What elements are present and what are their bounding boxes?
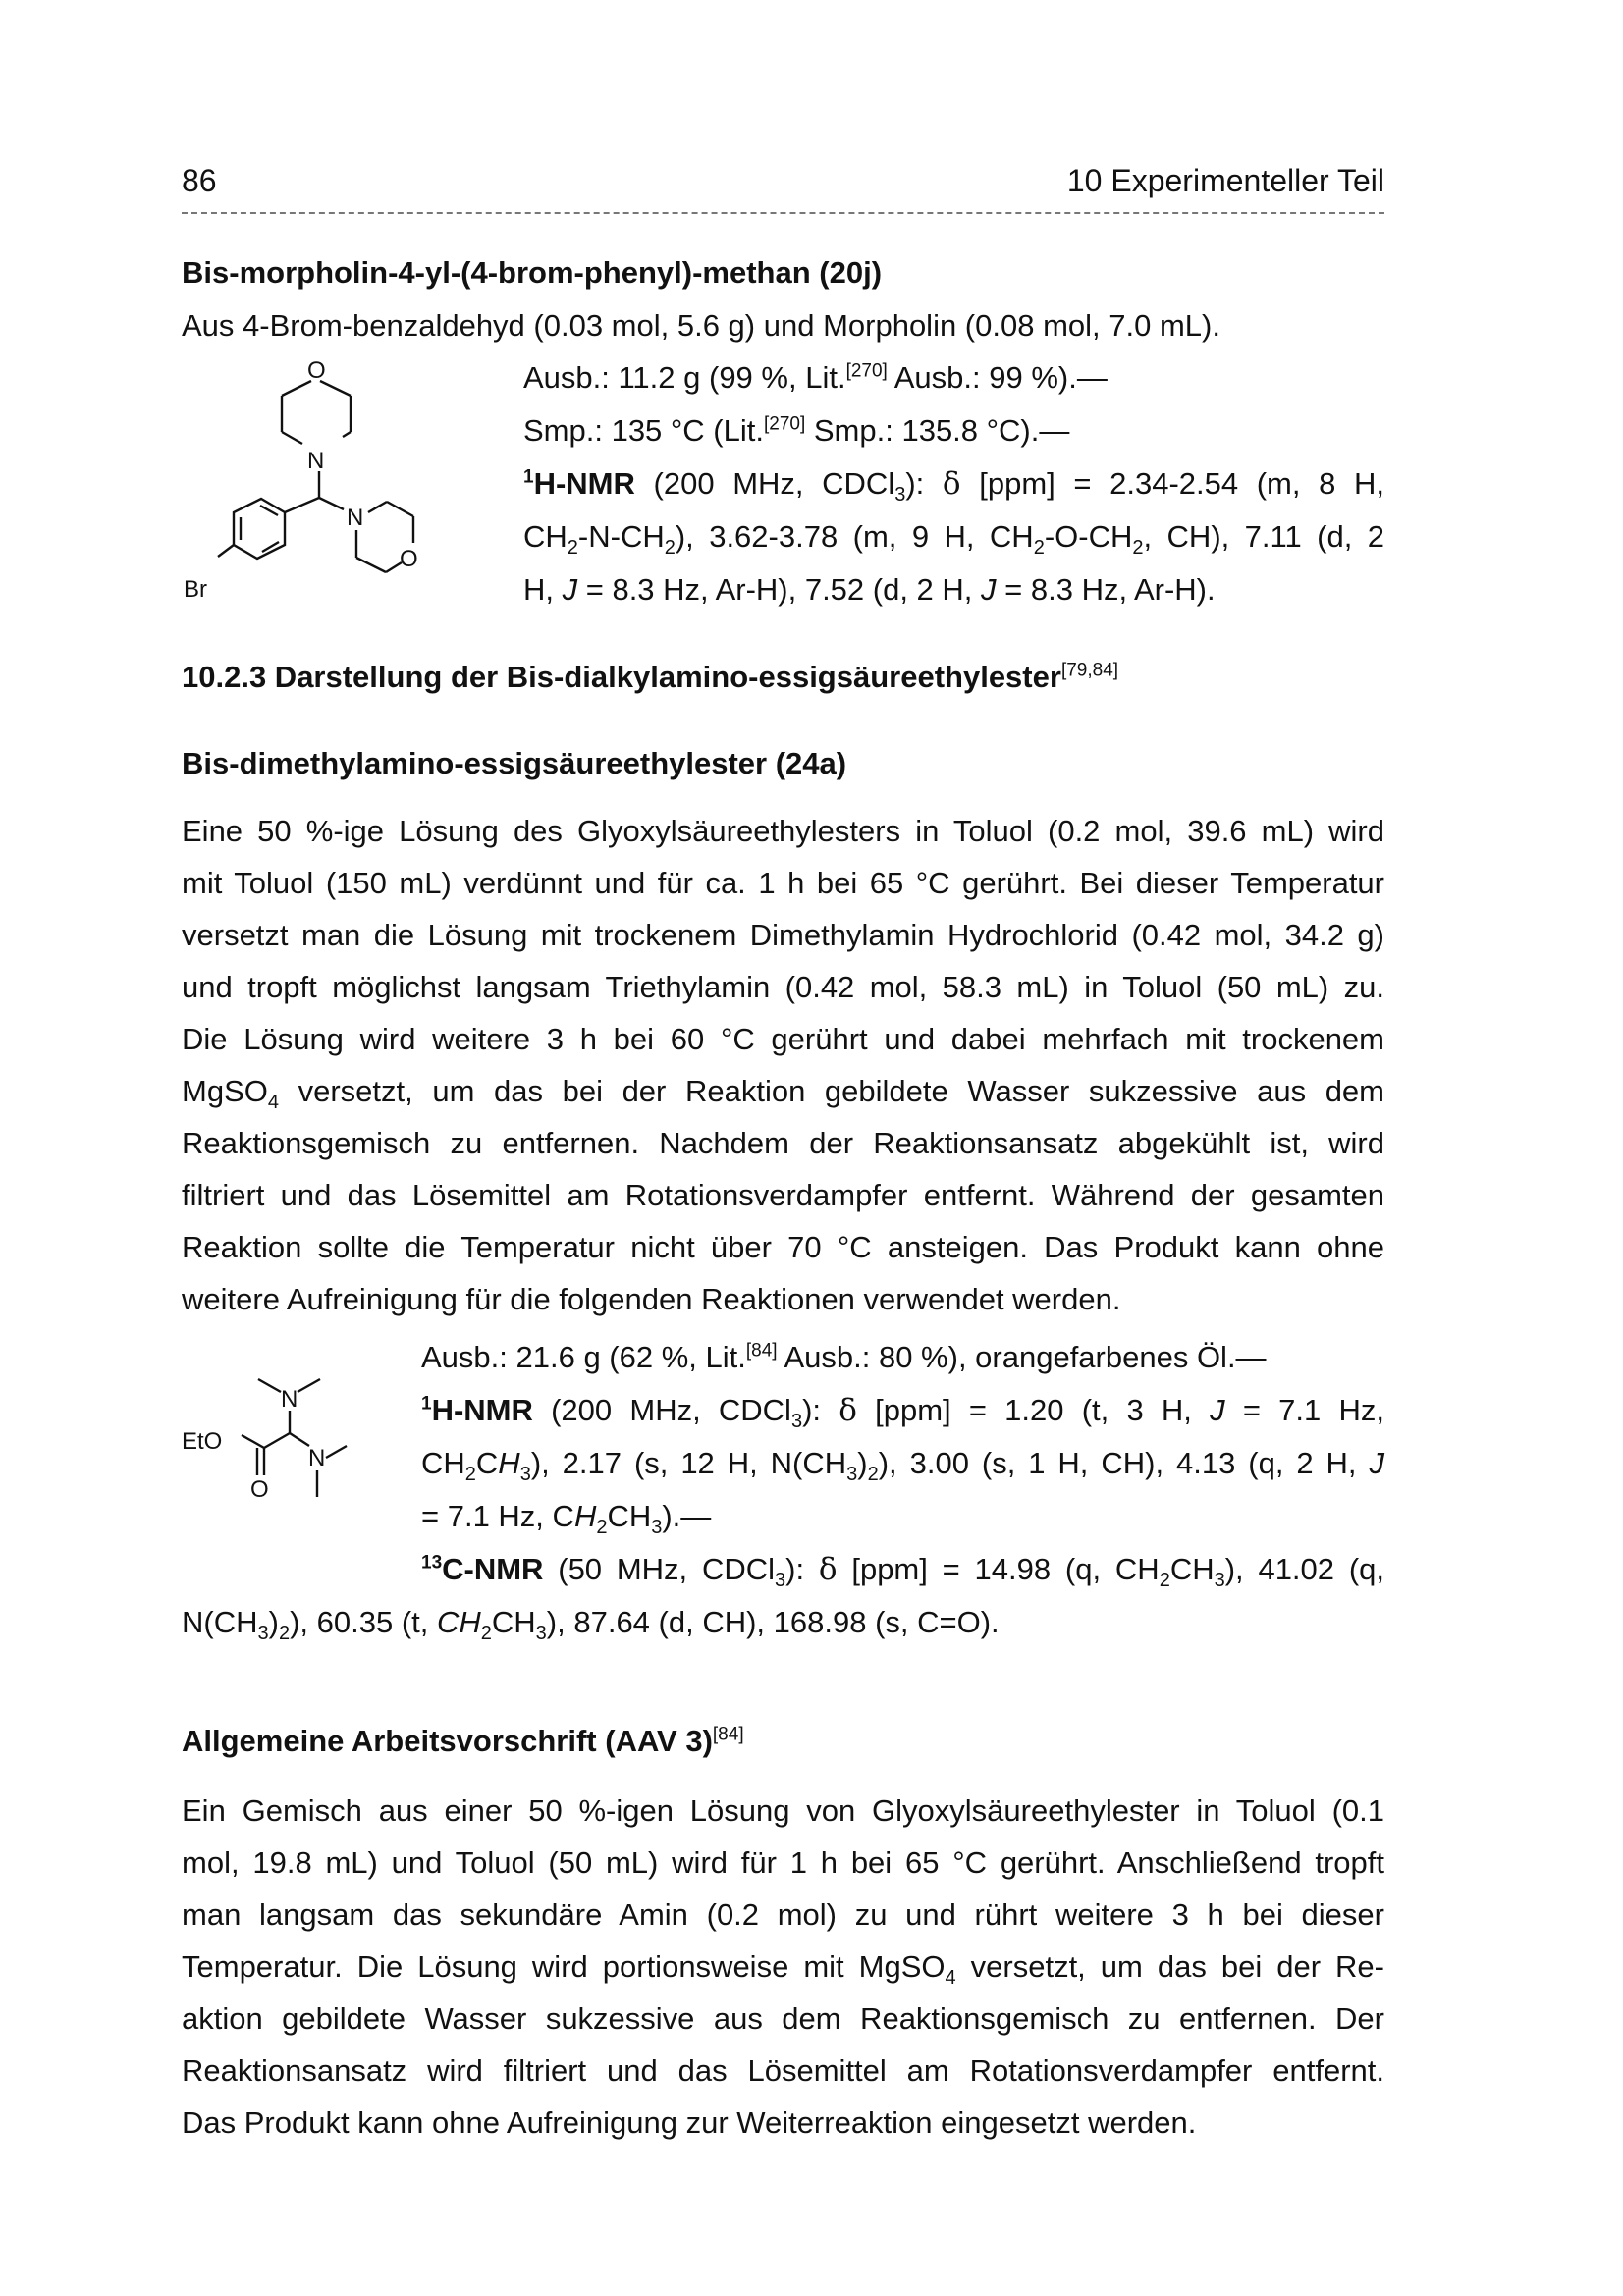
hnmr-20j-line1: $^1$H-NMR (200 MHz, CDCl$_3$): δ [ppm] = 2.34-2.54 (m, 8 H, bbox=[523, 466, 1384, 507]
paragraph-line: versetzt man die Lösung mit trockenem Dimethylamin Hydrochlorid (0.42 mol, 34.2 g) bbox=[182, 918, 1384, 952]
structure-24a bbox=[182, 1360, 407, 1536]
paragraph-line: Reaktion sollte die Temperatur nicht über 70 °C ansteigen. Das Produkt kann ohne bbox=[182, 1230, 1384, 1264]
atom-n-1: N bbox=[307, 448, 325, 474]
yield-20j: Ausb.: 11.2 g (99 %, Lit.[270] Ausb.: 99 %).— bbox=[523, 360, 1108, 395]
paragraph-line: Das Produkt kann ohne Aufreinigung zur Weiterreaktion eingesetzt werden. bbox=[182, 2106, 1197, 2140]
paragraph-line: Reaktionsgemisch zu entfernen. Nachdem der Reaktionsansatz abgekühlt ist, wird bbox=[182, 1126, 1384, 1160]
paragraph-line: filtriert und das Lösemittel am Rotationsverdampfer entfernt. Während der gesamten bbox=[182, 1178, 1384, 1212]
paragraph-line: mit Toluol (150 mL) verdünnt und für ca. 1 h bei 65 °C gerührt. Bei dieser Temperatur bbox=[182, 866, 1384, 900]
cnmr-24a-line2: $N(CH_3)_2$), 60.35 (t, $CH_2CH_3$), 87.64 (d, CH), 168.98 (s, C=O). bbox=[182, 1605, 1000, 1645]
atom-br: Br bbox=[184, 576, 207, 603]
atom-n-2: N bbox=[347, 505, 364, 531]
cnmr-24a-line1: $^{13}$C-NMR (50 MHz, CDCl$_3$): δ [ppm] = 14.98 (q, $CH_2CH_3$), 41.02 (q, bbox=[421, 1552, 1384, 1592]
paragraph-line: man langsam das sekundäre Amin (0.2 mol) zu und rührt weitere 3 h bei dieser bbox=[182, 1897, 1384, 1932]
paragraph-line: aktion gebildete Wasser sukzessive aus dem Reaktionsgemisch zu entfernen. Der bbox=[182, 2002, 1384, 2036]
paragraph-line: und tropft möglichst langsam Triethylamin (0.42 mol, 58.3 mL) in Toluol (50 mL) zu. bbox=[182, 970, 1384, 1004]
atom-o-2: O bbox=[400, 546, 418, 572]
procedure-aav3 bbox=[182, 1785, 1384, 2149]
paragraph-line: Ein Gemisch aus einer 50 %-igen Lösung von Glyoxylsäureethylester in Toluol (0.1 bbox=[182, 1793, 1384, 1828]
section-heading-10-2-3: 10.2.3 Darstellung der Bis-dialkylamino-essigsäureethylester[79,84] bbox=[182, 660, 1119, 694]
structure-20j bbox=[182, 348, 515, 614]
hnmr-24a-line1: $^1$H-NMR (200 MHz, CDCl$_3$): δ [ppm] = 1.20 (t, 3 H, J = 7.1 Hz, bbox=[421, 1393, 1384, 1433]
paragraph-line: weitere Aufreinigung für die folgenden Reaktionen verwendet werden. bbox=[182, 1282, 1121, 1316]
paragraph-line: Temperatur. Die Lösung wird portionsweise mit MgSO$_4$ versetzt, um das bei der Re- bbox=[182, 1949, 1384, 1990]
hnmr-24a-line3: = 7.1 Hz, $CH_2CH_3).—$ bbox=[421, 1499, 712, 1539]
page-number: 86 bbox=[182, 163, 217, 198]
compound-title-24a: Bis-dimethylamino-essigsäureethylester (24a) bbox=[182, 746, 847, 780]
atom-n-a: N bbox=[281, 1386, 298, 1413]
paragraph-line: Eine 50 %-ige Lösung des Glyoxylsäureethylesters in Toluol (0.2 mol, 39.6 mL) wird bbox=[182, 814, 1384, 848]
paragraph-line: Die Lösung wird weitere 3 h bei 60 °C gerührt und dabei mehrfach mit trockenem bbox=[182, 1022, 1384, 1056]
header-divider bbox=[182, 212, 1384, 214]
chapter-title: 10 Experimenteller Teil bbox=[1066, 163, 1384, 198]
hnmr-20j-line3: H, J = 8.3 Hz, Ar-H), 7.52 (d, 2 H, J = 8.3 Hz, Ar-H). bbox=[523, 572, 1216, 607]
paragraph-line: mol, 19.8 mL) und Toluol (50 mL) wird für 1 h bei 65 °C gerührt. Anschließend tropft bbox=[182, 1845, 1384, 1880]
procedure-24a bbox=[182, 805, 1384, 1325]
atom-o-1: O bbox=[307, 357, 326, 384]
aav3-title: Allgemeine Arbeitsvorschrift (AAV 3)[84] bbox=[182, 1724, 744, 1758]
hnmr-20j-line2: $CH_2-N-CH_2$), 3.62-3.78 (m, 9 H, $CH_2-O-CH_2$, CH), 7.11 (d, 2 bbox=[523, 519, 1384, 560]
yield-24a: Ausb.: 21.6 g (62 %, Lit.[84] Ausb.: 80 %), orangefarbenes Öl.— bbox=[421, 1340, 1267, 1374]
atom-o-carbonyl: O bbox=[250, 1476, 269, 1503]
atom-n-b: N bbox=[308, 1445, 326, 1471]
hnmr-24a-line2: $CH_2CH_3$), 2.17 (s, 12 H, $N(CH_3)_2$), 3.00 (s, 1 H, CH), 4.13 (q, 2 H, J bbox=[421, 1446, 1384, 1486]
mp-20j: Smp.: 135 °C (Lit.[270] Smp.: 135.8 °C).— bbox=[523, 413, 1070, 448]
atom-eto: EtO bbox=[182, 1428, 223, 1455]
compound-title-20j: Bis-morpholin-4-yl-(4-brom-phenyl)-methan (20j) bbox=[182, 255, 883, 290]
paragraph-line: MgSO$_4$ versetzt, um das bei der Reaktion gebildete Wasser sukzessive aus dem bbox=[182, 1074, 1384, 1114]
paragraph-line: Reaktionsansatz wird filtriert und das Lösemittel am Rotationsverdampfer entfernt. bbox=[182, 2054, 1384, 2088]
compound-intro-20j: Aus 4-Brom-benzaldehyd (0.03 mol, 5.6 g) und Morpholin (0.08 mol, 7.0 mL). bbox=[182, 308, 1220, 343]
